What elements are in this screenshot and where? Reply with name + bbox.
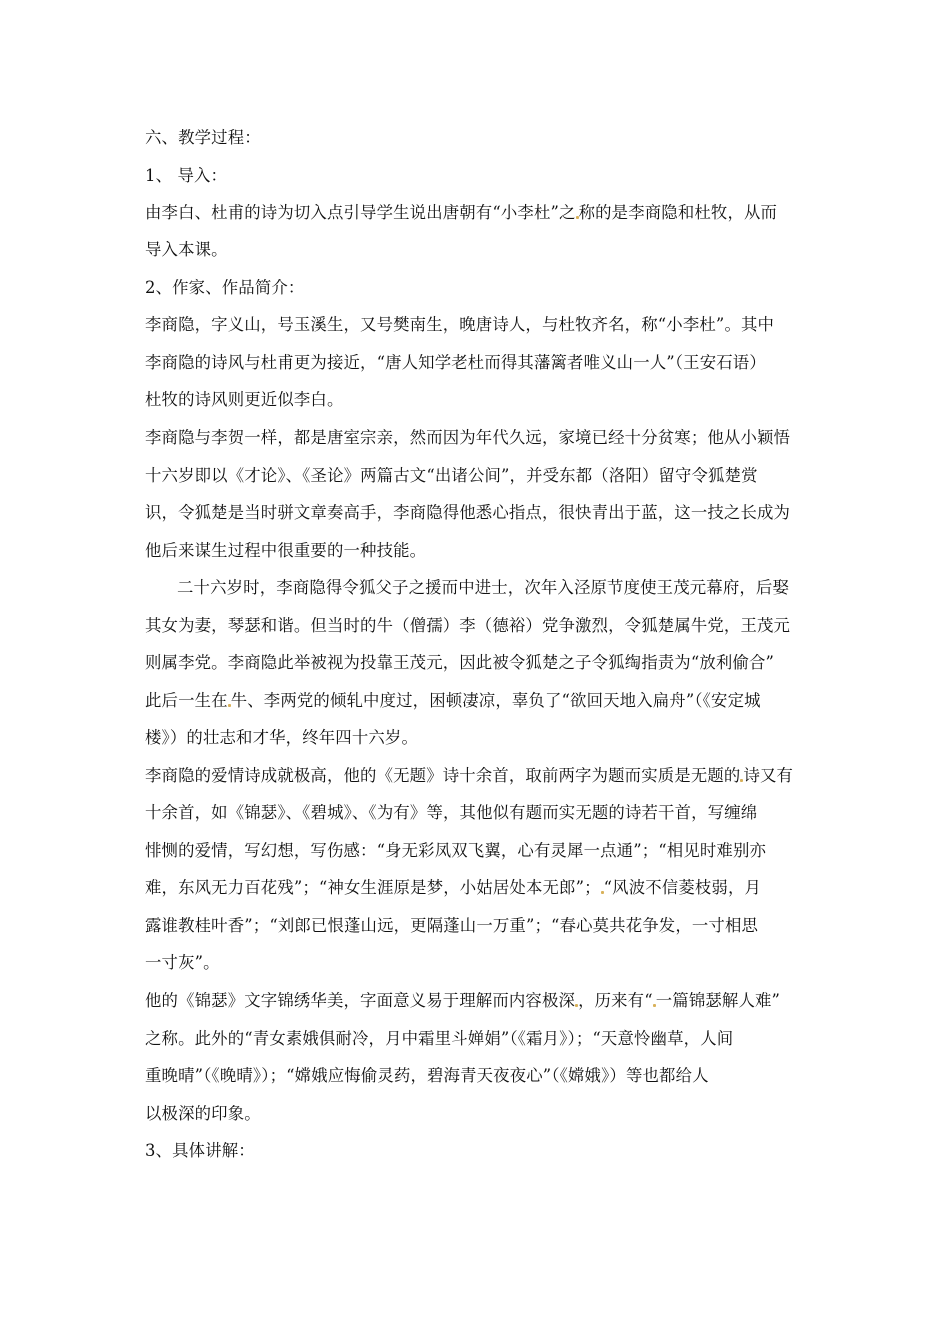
intro-paragraph-line1: [145, 203, 777, 223]
text-segment: 一篇锦瑟解人难”: [655, 991, 781, 1010]
love-poems-line6: 一寸灰”。: [145, 953, 220, 972]
section2-title: 2、作家、作品简介：: [145, 278, 305, 297]
annotation-mark: [601, 891, 604, 894]
text-segment: 称的是李商隐和杜牧，从而: [578, 203, 778, 222]
text-segment: 牛、李两党的倾轧中度过，困顿凄凉，辜负了“欲回天地入扁舟”（《安定城: [230, 691, 761, 710]
bio-p3-line5: 楼》）的壮志和才华，终年四十六岁。: [145, 728, 418, 747]
bio-p1-line1: 李商隐，字义山，号玉溪生，又号樊南生，晚唐诗人，与杜牧齐名，称“小李杜”。其中: [145, 315, 775, 334]
bio-p2-line2: 十六岁即以《才论》、《圣论》两篇古文“出诸公间”，并受东都（洛阳）留守令狐楚赏: [145, 466, 758, 485]
section3-title: 3、具体讲解：: [145, 1141, 255, 1160]
intro-paragraph-line2: 导入本课。: [145, 240, 228, 259]
text-segment: ，历来有“: [578, 991, 653, 1010]
love-poems-line5: 露谁教桂叶香”；“刘郎已恨蓬山远，更隔蓬山一万重”；“春心莫共花争发，一寸相思: [145, 916, 759, 935]
bio-p3-line1: 二十六岁时，李商隐得令狐父子之援而中进士，次年入泾原节度使王茂元幕府，后娶: [177, 578, 790, 597]
bio-p2-line3: 识，令狐楚是当时骈文章奏高手，李商隐得他悉心指点，很快青出于蓝，这一技之长成为: [145, 503, 791, 522]
love-poems-line4: [145, 878, 761, 898]
bio-p2-line1: 李商隐与李贺一样，都是唐室宗亲，然而因为年代久远，家境已经十分贫寒；他从小颖悟: [145, 428, 791, 447]
love-poems-line2: 十余首，如《锦瑟》、《碧城》、《为有》等，其他似有题而实无题的诗若干首，写缠绵: [145, 803, 758, 822]
bio-p1-line3: 杜牧的诗风则更近似李白。: [145, 390, 344, 409]
jinse-line3: 重晚晴”（《晚晴》）；“嫦娥应悔偷灵药，碧海青天夜夜心”（《嫦娥》）等也都给人: [145, 1066, 709, 1085]
text-segment: “风波不信菱枝弱，月: [603, 878, 762, 897]
jinse-line1: [145, 991, 780, 1011]
love-poems-line1: [145, 766, 793, 786]
annotation-mark: [653, 1004, 656, 1007]
bio-p3-line4: [145, 691, 761, 711]
bio-p1-line2: 李商隐的诗风与杜甫更为接近，“唐人知学老杜而得其藩篱者唯义山一人”（王安石语）: [145, 353, 766, 372]
text-segment: 此后一生在: [145, 691, 228, 710]
annotation-mark: [575, 1004, 578, 1007]
text-segment: 他的《锦瑟》文字锦绣华美，字面意义易于理解而内容极深: [145, 991, 576, 1010]
love-poems-line3: 悱恻的爱情，写幻想，写伤感：“身无彩凤双飞翼，心有灵犀一点通”；“相见时难别亦: [145, 841, 767, 860]
annotation-mark: [576, 216, 579, 219]
jinse-line4: 以极深的印象。: [145, 1104, 261, 1123]
text-segment: 由李白、杜甫的诗为切入点引导学生说出唐朝有“小李杜”之: [145, 203, 576, 222]
text-segment: 李商隐的爱情诗成就极高，他的《无题》诗十余首，取前两字为题而实质是无题的: [145, 766, 741, 785]
section-heading: 六、教学过程：: [145, 128, 261, 147]
bio-p2-line4: 他后来谋生过程中很重要的一种技能。: [145, 541, 427, 560]
annotation-mark: [228, 704, 231, 707]
section1-title: 1、 导入：: [145, 166, 228, 185]
bio-p3-line2: 其女为妻，琴瑟和谐。但当时的牛（僧孺）李（德裕）党争激烈，令狐楚属牛党，王茂元: [145, 616, 791, 635]
jinse-line2: 之称。此外的“青女素娥俱耐冷，月中霜里斗婵娟”（《霜月》）；“天意怜幽草，人间: [145, 1029, 734, 1048]
bio-p3-line3: 则属李党。李商隐此举被视为投靠王茂元，因此被令狐楚之子令狐绹指责为“放利偷合”: [145, 653, 775, 672]
text-segment: 难，东风无力百花残”；“神女生涯原是梦，小姑居处本无郎”；: [145, 878, 601, 897]
text-segment: 诗又有: [743, 766, 794, 785]
